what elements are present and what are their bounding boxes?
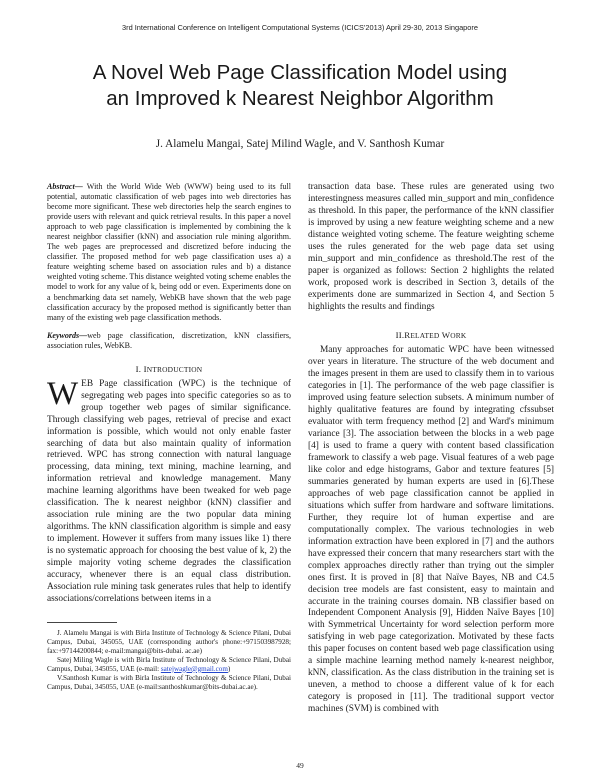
- abstract: [47, 182, 291, 323]
- footnote-author-1: J. Alamelu Mangai is with Birla Institute of Technology & Science Pilani, Dubai Campus, Dubai, 345055, UAE (corresponding author's phone:+971503987928; fax:+97144200844; e-mail:mangai@bits-dubai. ac.ae): [47, 628, 291, 655]
- footnote-author-3: V.Santhosh Kumar is with Birla Institute of Technology & Science Pilani, Dubai Campus, Dubai, 345055, UAE (e-mail:santhoshkumar@bits-dubai.ac.ae).: [47, 673, 291, 691]
- title-line-1: A Novel Web Page Classification Model using: [92, 61, 508, 84]
- conference-header: 3rd International Conference on Intelligent Computational Systems (ICICS'2013) April 29-30, 2013 Singapore: [122, 23, 478, 32]
- right-column: [308, 182, 554, 716]
- author-list: J. Alamelu Mangai, Satej Milind Wagle, and V. Santhosh Kumar: [155, 138, 445, 150]
- abstract-label: Abstract—: [47, 182, 83, 191]
- page-number: 49: [296, 761, 304, 770]
- drop-cap: W: [47, 375, 79, 412]
- related-work-paragraph: Many approaches for automatic WPC have been witnessed over years in literature. The structure of the web document and the images present in them are used to classify them in to various categories in [1]. The performance of the web page classifier is improved using feature selection subsets. A minimum number of highly qualitative features are found by integrating cfssubset evaluator with term frequency method [2] and Ward's minimum variance [3]. The association between the blocks in a web page [4] is used to frame a query with content based classification framework to classify a web page. Visual features of a web page like color and edge histograms, Gabor and texture features [5] summaries generated by human experts are used in [6].These approaches of web page classification cannot be applied in situations which suffer from hardware and software limitations. Further, they require lot of human expertise and are computationally complex. The various technologies in web information extraction have been explored in [7] and the authors have expressed their concern that many researchers start with the complex approaches directly rather than trying out the simpler ones first. It is proved in [8] that Naïve Bayes, NB and C4.5 decision tree models are fast consistent, easy to maintain and accurate in the training courses domain. NB classifier based on Independent Component Analysis [9], Hidden Naïve Bayes [10] with Symmetrical Uncertainty for word selection perform more satisfying in web page categorization. Motivated by these facts this paper focuses on content based web page classification using a simple machine learning method namely k-nearest neighbor, kNN, classification. As the class distribution in the training set is uneven, a method to choose a different value of k for each category is proposed in [11]. The traditional support vector machines (SVM) is combined with: [308, 345, 554, 715]
- keywords: [47, 331, 291, 351]
- section-2-heading: II.RELATED WORK: [395, 330, 467, 341]
- footnote-divider: [47, 622, 117, 623]
- intro-continued-paragraph: transaction data base. These rules are generated using two interestingness measures called min_support and min_confidence as threshold. In this paper, the performance of the kNN classifier is improved by using a new feature weighting scheme and a new distance weighted voting scheme. The feature weighting scheme uses the rules generated for the web page data set using min_support and min_confidence as threshold.The rest of the paper is organized as follows: Section 2 highlights the related work, proposed work is described in Section 3, details of the experiments done are summarized in Section 4, and Section 5 highlights the results and findings: [308, 182, 554, 312]
- keywords-text: web page classification, discretization, kNN classifiers, association rules, WebKB.: [47, 330, 291, 350]
- keywords-label: Keywords—: [47, 330, 88, 340]
- footnote-author-2: Satej Miling Wagle is with Birla Institute of Technology & Science Pilani, Dubai Campus, Dubai, 345055, UAE (e-mail: satejwagle@gmail.com): [47, 655, 291, 673]
- section-1-heading: I. INTRODUCTION: [135, 363, 203, 374]
- introduction-paragraph: WEB Page classification (WPC) is the technique of segregating web pages into specific categories so as to group together web pages of similar significance. Through classifying web pages, retrieval of precise and exact information is possible, which would not only enable faster searching of data but also maintain quality of information retrieved. WPC has strong connection with natural language processing, data mining, text mining, machine learning, and information retrieval and knowledge management. Many machine learning algorithms have been tweaked for web page classification. The k nearest neighbor (kNN) classifier and association rule mining are the two popular data mining algorithms. The kNN classification algorithm is simple and easy to implement. However it suffers from many issues like 1) there is no systematic approach for choosing the best value of k, 2) the simple majority voting scheme degrades the classification accuracy, whenever there is an equal class distribution. Association rule mining task generates rules that help to identify associations/correlations between items in a: [47, 375, 291, 604]
- title-line-2: an Improved k Nearest Neighbor Algorithm: [106, 87, 494, 110]
- abstract-text: With the World Wide Web (WWW) being used to its full potential, automatic classification of web pages into web directories has become more significant. These web directories help the search engines to provide users with relevant and quick retrieval results. In this paper a novel approach to web page classification is implemented by combining the k nearest neighbor classifier (kNN) and association rule mining algorithm. The web pages are preprocessed and discretized before inducing the classifier. The proposed method for web page classification uses a) a feature weighting scheme based on association rules and b) a distance weighted voting scheme. This distance weighted voting scheme enables the model to work for any value of k, being odd or even. Experiments done on a benchmarking data set namely, WebKB have shown that the web page classification accuracy by the proposed method is significantly better than many of the existing web page classification methods.: [47, 182, 291, 322]
- left-column: [47, 182, 291, 692]
- paper-title: [40, 60, 560, 112]
- author-email-link[interactable]: satejwagle@gmail.com: [160, 664, 228, 673]
